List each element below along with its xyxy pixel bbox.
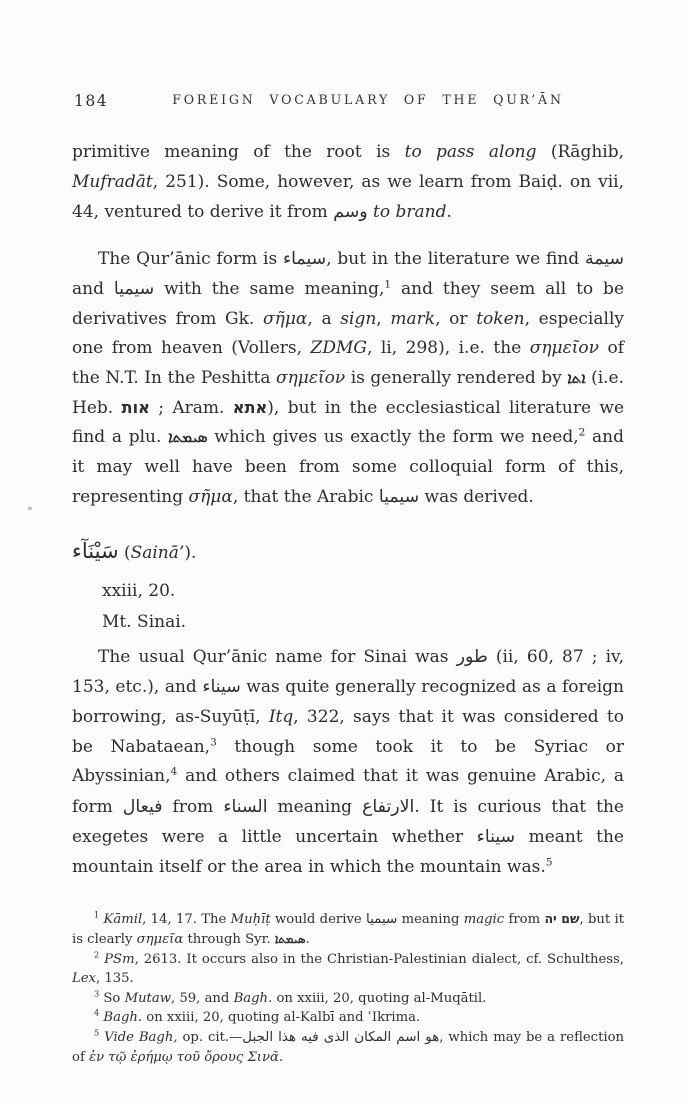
text-segment-sy: ܣܝܡܬܐ	[274, 932, 306, 947]
text-segment: , which may be a reflection of	[72, 1030, 625, 1065]
text-segment-ar: طور	[456, 646, 488, 667]
text-segment-ar: سيميا	[113, 279, 155, 300]
text-segment-gr: σῆμα	[188, 487, 233, 508]
text-segment: , especially one from heaven (Vollers,	[72, 308, 624, 359]
text-segment: . It is curious that the exegetes were a little uncertain whether	[72, 796, 624, 848]
text-segment-i: PSm	[104, 951, 135, 967]
text-segment: meant the mountain itself or the area in which the mountain was.	[72, 827, 624, 877]
text-segment: (	[118, 542, 131, 563]
entry-gloss: Mt. Sinai.	[102, 612, 187, 633]
entry-heading-saina	[72, 535, 624, 569]
text-segment-sup: 4	[94, 1008, 100, 1019]
page-header	[72, 92, 624, 114]
footnotes-section	[72, 910, 624, 1067]
text-segment: and they seem all to be derivatives from Gk.	[72, 279, 625, 329]
text-segment: The Qur’ānic form is	[98, 248, 283, 269]
paragraph-sinai-discussion	[72, 642, 624, 883]
text-segment: ).	[184, 542, 197, 563]
verse-reference: xxiii, 20.	[102, 580, 176, 601]
page-number: 184	[74, 92, 109, 110]
text-segment-ar: وسم	[333, 202, 368, 223]
text-segment: ), but in the ecclesiastical literature we find a plu.	[72, 397, 624, 448]
text-segment-i: Bagh.	[103, 1010, 143, 1026]
text-segment-ar: سيناء	[476, 827, 516, 848]
text-segment-i: Mufradāt	[72, 171, 153, 192]
text-segment: .	[305, 932, 310, 948]
text-segment: , but it is clearly	[72, 912, 625, 948]
text-segment: , li, 298), i.e. the	[366, 338, 530, 359]
text-segment-sup: 4	[170, 765, 178, 778]
text-segment: , 14, 17. The	[142, 912, 231, 928]
text-segment: , that the Arabic	[232, 487, 379, 508]
text-segment-sup: 3	[94, 988, 100, 999]
text-segment: was quite generally recognized as a foreign borrowing, as-Suyūṭī,	[72, 677, 624, 727]
text-segment: is generally rendered by	[345, 368, 568, 389]
text-segment: The usual Qur’ānic name for Sinai was	[98, 646, 457, 667]
text-segment-i: sign	[340, 308, 377, 329]
text-segment-i: magic	[463, 912, 505, 928]
text-segment: of the N.T. In the Peshitta	[72, 338, 624, 389]
text-segment-gr: σῆμα	[263, 308, 308, 329]
text-segment: meaning	[267, 796, 363, 817]
text-segment-i: token	[476, 308, 525, 329]
text-segment: , a	[307, 308, 341, 329]
text-segment: , 322, says that it was considered to be Nabataean,	[72, 706, 625, 757]
text-segment-ar: سيناء	[202, 677, 241, 698]
text-segment: and others claimed that it was genuine Arabic, a form	[72, 766, 624, 817]
paragraph-quranic-form	[72, 244, 624, 513]
text-segment: , 251). Some, however, as we learn from Baiḍ. on vii, 44, ventured to derive it from	[72, 171, 624, 223]
text-segment-ar: سيمة	[584, 248, 624, 269]
text-segment-ar: سيميا	[366, 912, 398, 928]
text-segment-sup: 1	[94, 910, 100, 921]
text-segment: and it may well have been from some colloquial form of this, representing	[72, 427, 625, 508]
text-segment: , or	[435, 308, 477, 329]
footnote-4	[72, 1008, 624, 1028]
running-title: FOREIGN VOCABULARY OF THE QUR’ĀN	[172, 92, 564, 107]
text-segment-i: to pass along	[404, 142, 537, 162]
footnote-3	[72, 989, 624, 1009]
text-segment-i: Mutaw	[124, 990, 172, 1006]
text-segment: on xxiii, 20, quoting al-Muqātil.	[272, 990, 487, 1006]
text-segment-ar: السناء	[223, 796, 268, 817]
footnote-5	[72, 1028, 624, 1067]
text-segment-he: שם יה	[544, 911, 580, 927]
text-segment-gr: ἐν τῷ ἐρήμῳ τοῦ ὄρους Σινᾶ	[89, 1049, 279, 1065]
text-segment: though some took it to be Syriac or Abyssinian,	[72, 736, 624, 787]
text-segment: (ii, 60, 87 ; iv, 153, etc.), and	[72, 646, 624, 698]
text-segment: through Syr.	[183, 932, 275, 948]
text-segment: , but in the literature we find	[326, 248, 585, 269]
text-segment: , 2613. It occurs also in the Christian-Palestinian dialect, cf. Schulthess,	[134, 951, 624, 967]
text-segment: (i.e. Heb.	[72, 368, 625, 418]
text-segment-sup: 2	[578, 426, 586, 439]
text-segment: .	[446, 202, 452, 223]
text-segment-sup: 1	[384, 278, 392, 291]
text-segment: which gives us exactly the form we need,	[207, 427, 579, 448]
text-segment-ar: هو اسم المكان الذى فيه هذا الجبل	[242, 1030, 440, 1046]
text-segment: and	[72, 279, 114, 300]
text-segment-sup: 5	[94, 1027, 100, 1038]
text-segment-ar: سيميا	[378, 487, 420, 508]
paragraph-continuation	[72, 138, 624, 228]
text-segment-sy: ܣܝܡܬܐ	[168, 428, 208, 447]
text-segment-i: Vide Bagh,	[104, 1030, 178, 1046]
text-segment-i: mark	[390, 308, 436, 329]
text-segment-gr: σημεῖον	[276, 368, 346, 389]
text-segment: .	[278, 1049, 284, 1065]
text-segment-i: Bagh.	[233, 990, 273, 1006]
text-segment-i: Muḥīṭ	[230, 912, 271, 928]
footnote-1	[72, 910, 624, 949]
text-segment-gr: σημεῖον	[529, 338, 599, 359]
text-segment: would derive	[270, 912, 367, 928]
text-segment-arh: سَيْنَآء	[72, 538, 119, 563]
text-segment-sy: ܐܬܐ	[567, 369, 586, 388]
footnote-2	[72, 950, 624, 989]
text-segment: ; Aram.	[149, 397, 233, 418]
text-segment-gr: σημεῖα	[136, 932, 184, 948]
text-segment: (Rāghib,	[536, 142, 624, 162]
text-segment-i: Kāmil	[103, 912, 143, 928]
text-segment: op. cit.—	[177, 1030, 243, 1046]
text-segment: from	[162, 796, 224, 817]
text-segment-ar: فيعال	[122, 796, 163, 817]
text-segment-i: Lex	[72, 971, 96, 987]
text-segment-i: Itq	[268, 706, 294, 727]
text-segment-i: to brand	[373, 202, 447, 223]
text-segment: ,	[376, 308, 391, 329]
text-segment-i: Sainā’	[130, 542, 185, 563]
text-segment-ar: الارتفاع	[362, 796, 415, 817]
text-segment-sup: 3	[210, 735, 217, 748]
text-segment-he: אתא	[232, 397, 268, 417]
text-segment: primitive meaning of the root is	[72, 142, 405, 162]
text-segment: So	[99, 990, 125, 1006]
text-segment: with the same meaning,	[154, 279, 385, 300]
text-segment: from	[504, 912, 545, 928]
text-segment-sup: 2	[94, 949, 100, 960]
text-segment: on xxiii, 20, quoting al-Kalbī and ʿIkrima.	[142, 1010, 421, 1026]
text-segment-ar: سيماء	[282, 248, 327, 269]
scan-artifact	[28, 507, 32, 510]
text-segment-i: ZDMG	[310, 338, 367, 359]
text-segment: , 135.	[96, 971, 134, 987]
text-segment: was derived.	[419, 487, 534, 508]
text-segment: , 59, and	[171, 990, 234, 1006]
text-segment: meaning	[397, 912, 464, 928]
text-segment-he: אות	[121, 397, 150, 417]
text-segment-sup: 5	[545, 856, 553, 869]
